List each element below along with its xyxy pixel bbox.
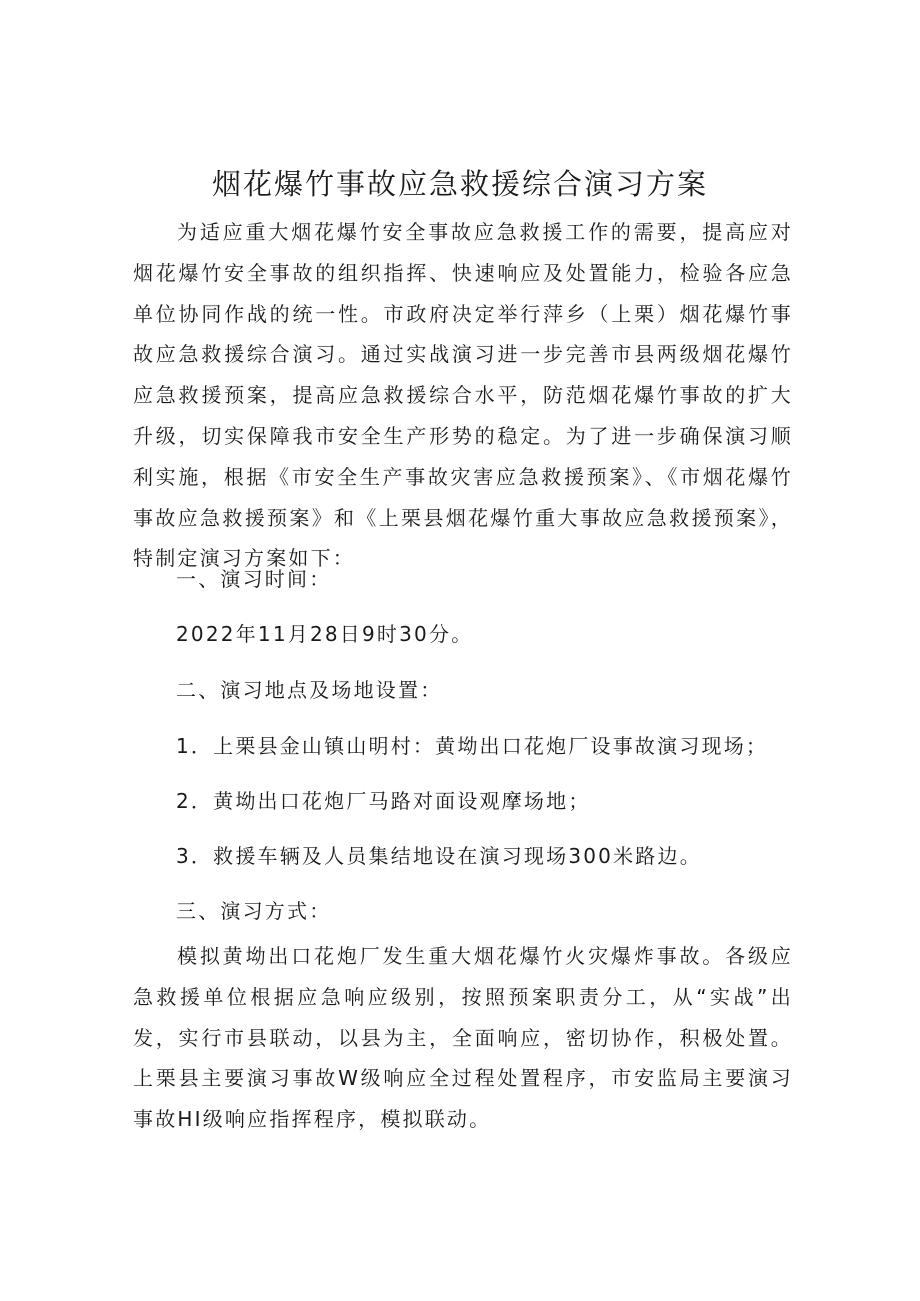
location-item-1: 1．上栗县金山镇山明村：黄坳出口花炮厂设事故演习现场； — [176, 734, 769, 758]
intro-paragraph: 为适应重大烟花爆竹安全事故应急救援工作的需要，提高应对烟花爆竹安全事故的组织指挥、快速响应及处置能力，检验各应急单位协同作战的统一性。市政府决定举行萍乡（上栗）烟花爆竹事故应急救援综合演习。通过实战演习进一步完善市县两级烟花爆竹应急救援预案，提高应急救援综合水平，防范烟花爆竹事故的扩大升级，切实保障我市安全生产形势的稳定。为了进一步确保演习顺利实施，根据《市安全生产事故灾害应急救援预案》、《市烟花爆竹事故应急救援预案》和《上栗县烟花爆竹重大事故应急救援预案》，特制定演习方案如下： — [133, 220, 793, 571]
section-2-heading: 二、演习地点及场地设置： — [176, 678, 443, 702]
section-3-paragraph: 模拟黄坳出口花炮厂发生重大烟花爆竹火灾爆炸事故。各级应急救援单位根据应急响应级别，按照预案职责分工，从“实战”出发，实行市县联动，以县为主，全面响应，密切协作，积极处置。上栗县主要演习事故W级响应全过程处置程序，市安监局主要演习事故HI级响应指挥程序，模拟联动。 — [133, 944, 793, 1132]
section-1-heading: 一、演习时间： — [176, 567, 332, 591]
location-item-3: 3．救援车辆及人员集结地设在演习现场300米路边。 — [176, 844, 702, 868]
document-title: 烟花爆竹事故应急救援综合演习方案 — [211, 167, 708, 201]
section-3-heading: 三、演习方式： — [176, 899, 332, 923]
drill-time: 2022年11月28日9时30分。 — [176, 622, 474, 646]
location-item-2: 2．黄坳出口花炮厂马路对面设观摩场地； — [176, 789, 591, 813]
